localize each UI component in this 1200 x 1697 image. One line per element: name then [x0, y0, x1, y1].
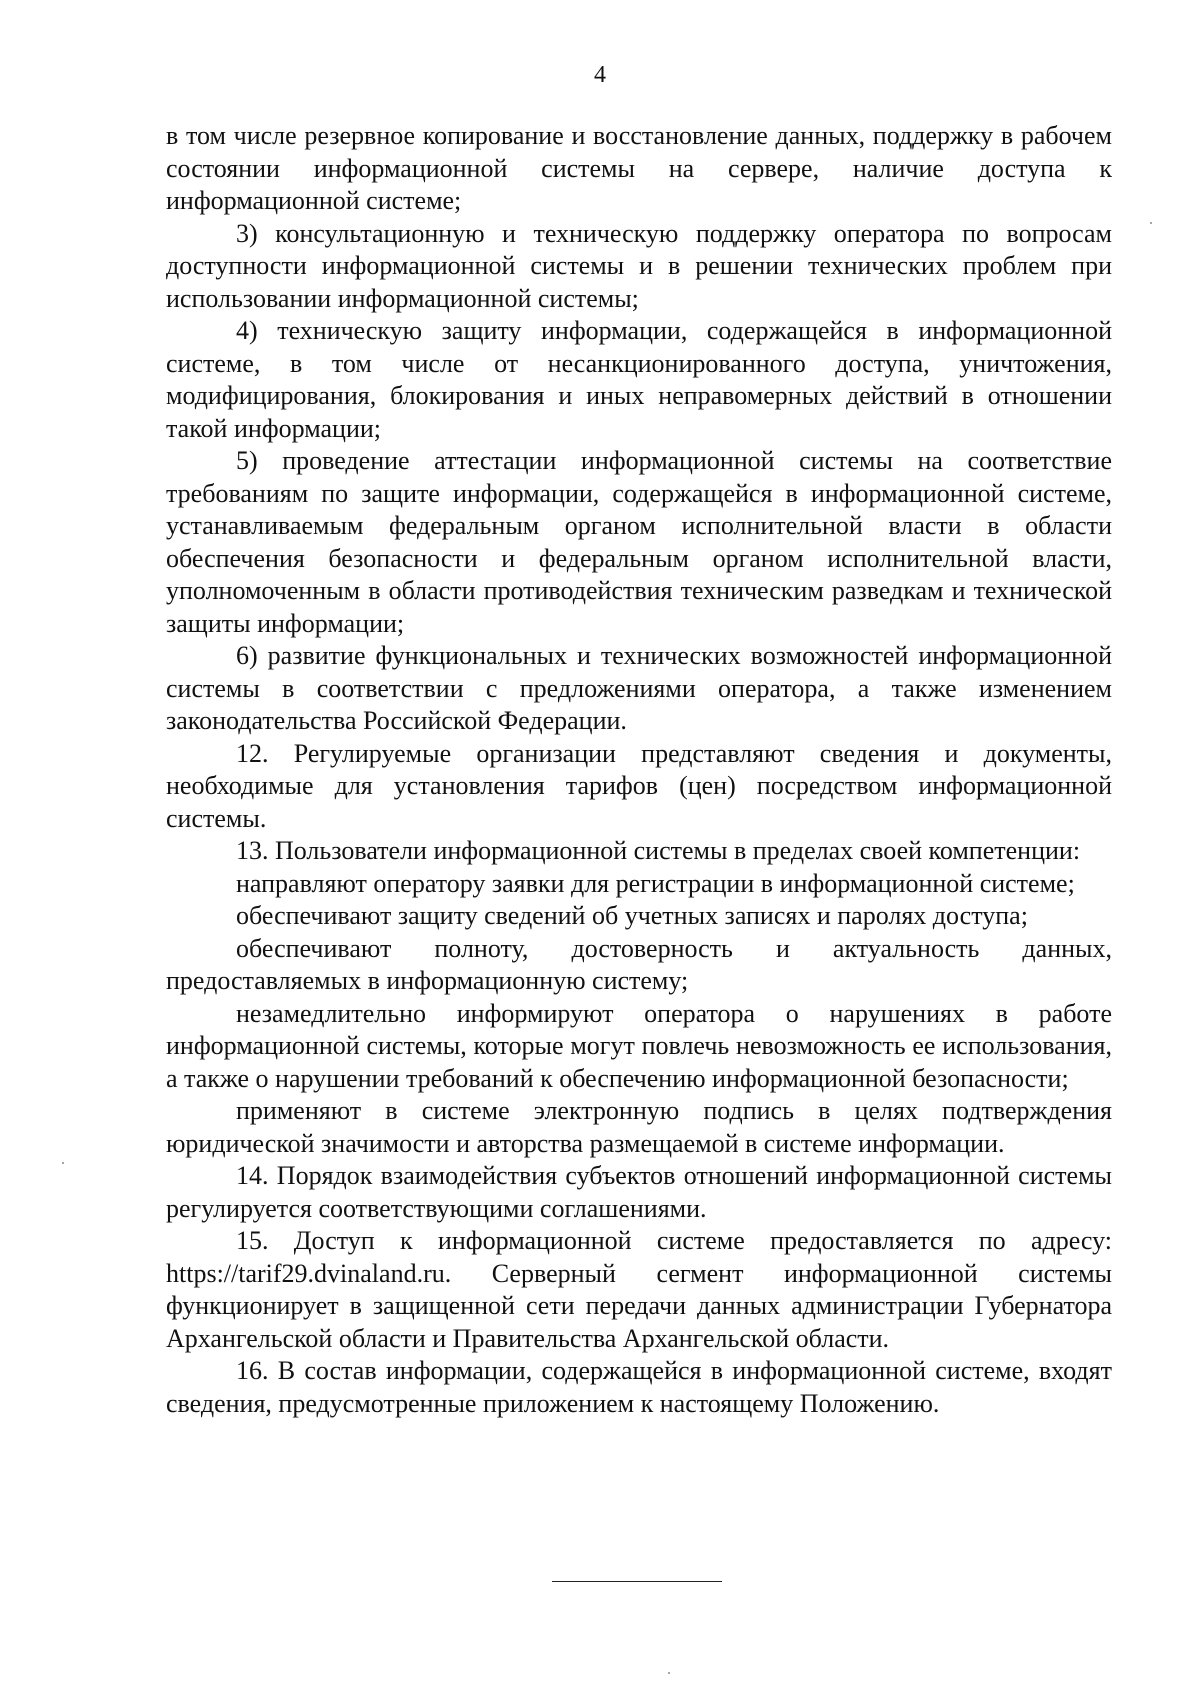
paragraph-continuation: в том числе резервное копирование и восстановление данных, поддержку в рабочем состоянии информационной системы на сервере, наличие доступа к информационной системе; [166, 121, 1112, 215]
paragraph-item-3: 3) консультационную и техническую поддержку оператора по вопросам доступности информационной системы и в решении технических проблем при использовании информационной системы; [166, 218, 1112, 313]
paragraph-16: 16. В состав информации, содержащейся в информационной системе, входят сведения, предусмотренные приложением к настоящему Положению. [166, 1356, 1112, 1418]
end-of-document-rule [552, 1581, 722, 1582]
paragraph-13-duty-2: обеспечивают защиту сведений об учетных записях и паролях доступа; [236, 901, 1028, 930]
paragraph-item-5: 5) проведение аттестации информационной системы на соответствие требованиям по защите информации, содержащейся в информационной системе, устанавливаемым федеральным органом исполнительной власти в области обеспечения безопасности и федеральным органом исполнительной власти, уполномоченным в области противодействия техническим разведкам и технической защиты информации; [166, 446, 1112, 638]
paragraph-item-6: 6) развитие функциональных и технических возможностей информационной системы в соответствии с предложениями оператора, а также изменением законодательства Российской Федерации. [166, 641, 1112, 735]
paragraph-13-duty-4: незамедлительно информируют оператора о нарушениях в работе информационной системы, которые могут повлечь невозможность ее использования, а также о нарушении требований к обеспечению информационной безопасности; [166, 998, 1112, 1093]
paragraph-13: 13. Пользователи информационной системы в пределах своей компетенции: [236, 836, 1081, 865]
document-body [166, 120, 1112, 1420]
scan-speck [668, 1672, 670, 1674]
paragraph-15: 15. Доступ к информационной системе предоставляется по адресу: https://tarif29.dvinaland.ru. Серверный сегмент информационной системы функционирует в защищенной сети передачи данных администрации Губернатора Архангельской области и Правительства Архангельской области. [166, 1226, 1112, 1353]
scan-speck [1150, 222, 1152, 224]
paragraph-14: 14. Порядок взаимодействия субъектов отношений информационной системы регулируется соответствующими соглашениями. [166, 1161, 1112, 1223]
paragraph-13-duty-1: направляют оператору заявки для регистрации в информационной системе; [236, 868, 1075, 898]
paragraph-12: 12. Регулируемые организации представляют сведения и документы, необходимые для установления тарифов (цен) посредством информационной системы. [166, 738, 1112, 833]
paragraph-13-duty-5: применяют в системе электронную подпись в целях подтверждения юридической значимости и авторства размещаемой в системе информации. [166, 1096, 1112, 1158]
scan-speck [62, 1162, 64, 1164]
paragraph-13-duty-3: обеспечивают полноту, достоверность и актуальность данных, предоставляемых в информационную систему; [166, 933, 1112, 995]
page-number: 4 [594, 62, 606, 88]
paragraph-item-4: 4) техническую защиту информации, содержащейся в информационной системе, в том числе от несанкционированного доступа, уничтожения, модифицирования, блокирования и иных неправомерных действий в отношении такой информации; [166, 316, 1112, 443]
